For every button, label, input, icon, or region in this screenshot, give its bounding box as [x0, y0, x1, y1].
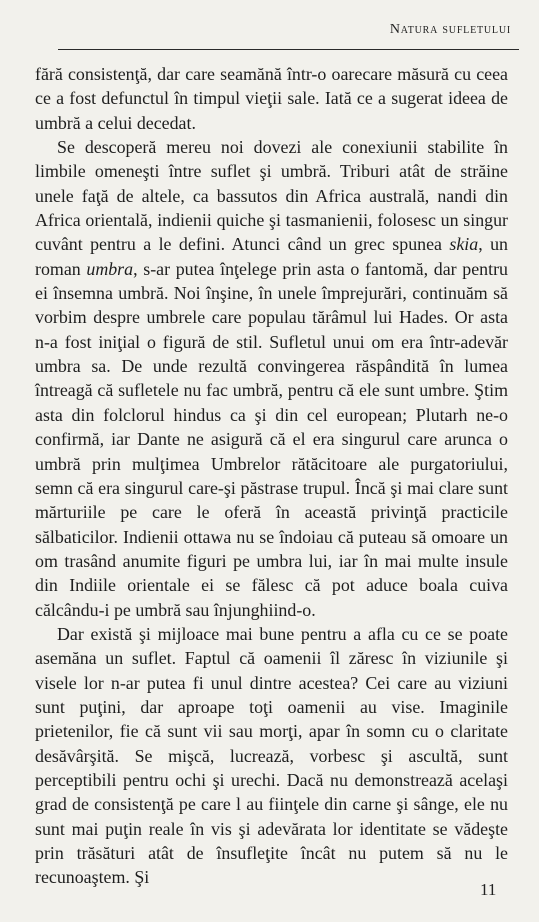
page-number: 11	[480, 880, 497, 899]
text-segment: Se descoperă mereu noi dovezi ale conexiunii stabilite în limbile omeneşti între suflet şi umbră. Triburi atât de străine unele faţă de altele, ca bassutos din Africa australă, nandi din Africa orientală, indienii quiche şi tasmanienii, folosesc un singur cuvânt pentru a le defini. Atunci când un grec spunea	[35, 137, 508, 255]
paragraph	[35, 622, 508, 890]
paragraph	[35, 135, 508, 622]
text-segment: fără consistenţă, dar care seamănă într-o oarecare măsură cu ceea ce a fost defunctul în timpul vieţii sale. Iată ce a sugerat ideea de umbră a celui decedat.	[35, 64, 508, 133]
paragraph	[35, 62, 508, 135]
text-segment: , s-ar putea înţelege prin asta o fantomă, dar pentru ei însemna umbră. Noi înşine, în unele împrejurări, continuăm să vorbim despre umbrele care populau tărâmul lui Hades. Or asta n-a fost iniţial o figură de stil. Sufletul unui om era într-adevăr umbra sa. De unde rezultă convingerea răspândită în lumea întreagă că sufletele nu fac umbră, pentru că ele sunt umbre. Ştim asta din folclorul hindus ca şi din cel european; Plutarh ne-o confirmă, iar Dante ne asigură că el era singurul care arunca o umbră prin mulţimea Umbrelor rătăcitoare ale purgatoriului, semn că era singurul care-şi păstrase trupul. Încă şi mai clare sunt mărturiile pe care le oferă în această privinţă practicile sălbaticilor. Indienii ottawa nu se îndoiau că puteau să omoare un om trasând anumite figuri pe umbra lui, iar în mai multe insule din Indiile orientale ei se fălesc că pot aduce boala cuiva călcându-i pe umbră sau înjunghiind-o.	[35, 258, 508, 620]
text-segment: Dar există şi mijloace mai bune pentru a afla cu ce se poate asemăna un suflet. Faptul că oamenii îl zăresc în viziunile şi visele lor n-ar putea fi unul dintre acestea? Cei care au viziuni sunt puţini, dar aproape toţi oamenii au vise. Imaginile prietenilor, fie că sunt vii sau morţi, apar în somn cu o claritate desăvârşită. Se mişcă, lucrează, vorbesc şi ascultă, sunt perceptibili pentru ochi şi urechi. Dacă nu demonstrează acelaşi grad de consistenţă pe care l au fiinţele din carne şi sânge, ele nu sunt mai puţin reale în vis şi adevărata lor identitate se vădeşte prin trăsături atât de însufleţite încât nu putem să nu le recunoaştem. Şi	[35, 623, 508, 888]
text-segment: , un roman	[35, 234, 508, 279]
running-head: Natura sufletului	[389, 22, 511, 37]
italic-term: skia	[449, 234, 479, 255]
header-rule	[58, 49, 519, 50]
body-text	[35, 62, 508, 890]
italic-term: umbra	[86, 258, 134, 279]
